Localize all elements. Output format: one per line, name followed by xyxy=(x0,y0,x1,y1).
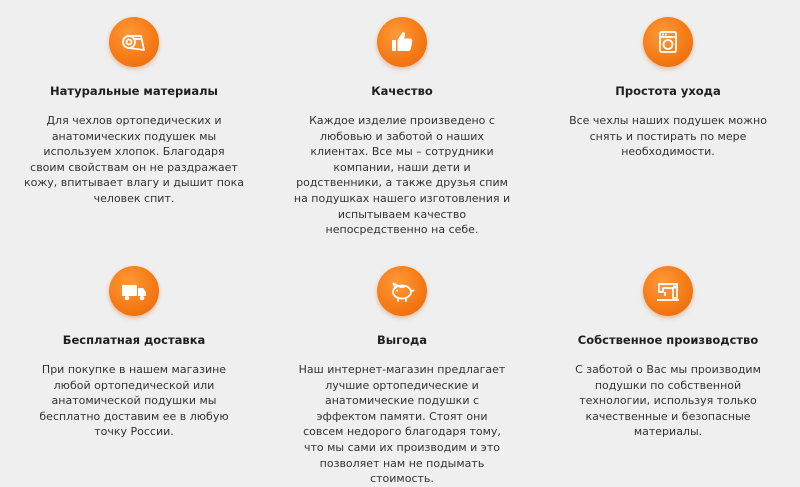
feature-title: Собственное производство xyxy=(577,333,759,347)
feature-title: Качество xyxy=(371,84,433,98)
feature-easy-care xyxy=(543,17,793,160)
feature-title: Натуральные материалы xyxy=(50,84,218,98)
feature-title: Бесплатная доставка xyxy=(62,333,206,347)
piggy-bank-icon xyxy=(377,266,427,316)
thumbs-up-icon xyxy=(377,17,427,67)
delivery-truck-icon xyxy=(109,266,159,316)
feature-benefit xyxy=(277,266,527,487)
feature-description: С заботой о Вас мы производим подушки по собственной технологии, используя только качественные и безопасные материалы. xyxy=(575,363,761,439)
fabric-roll-icon xyxy=(109,17,159,67)
feature-description: Каждое изделие произведено с любовью и заботой о наших клиентах. Все мы – сотрудники компании, наши дети и родственники, а также друзья спим на подушках нашего изготовления и испытываем качество непосредственно на себе. xyxy=(293,114,511,237)
feature-natural-materials xyxy=(9,17,259,207)
feature-own-production xyxy=(543,266,793,440)
feature-description: Для чехлов ортопедических и анатомических подушек мы используем хлопок. Благодаря своим свойствам он не раздражает кожу, впитывает влагу и дышит пока человек спит. xyxy=(24,114,244,205)
feature-description: При покупке в нашем магазине любой ортопедической или анатомической подушки мы бесплатно доставим ее в любую точку России. xyxy=(39,363,229,439)
feature-quality xyxy=(277,17,527,238)
feature-title: Простота ухода xyxy=(615,84,721,98)
washing-machine-icon xyxy=(643,17,693,67)
sewing-machine-icon xyxy=(643,266,693,316)
feature-title: Выгода xyxy=(376,333,428,347)
feature-description: Все чехлы наших подушек можно снять и постирать по мере необходимости. xyxy=(569,114,767,159)
feature-description: Наш интернет-магазин предлагает лучшие ортопедические и анатомические подушки с эффектом памяти. Стоят они совсем недорого благодаря тому, что мы сами их производим и это позволяет нам не подымать стоимость. xyxy=(298,363,506,486)
feature-free-delivery xyxy=(9,266,259,440)
